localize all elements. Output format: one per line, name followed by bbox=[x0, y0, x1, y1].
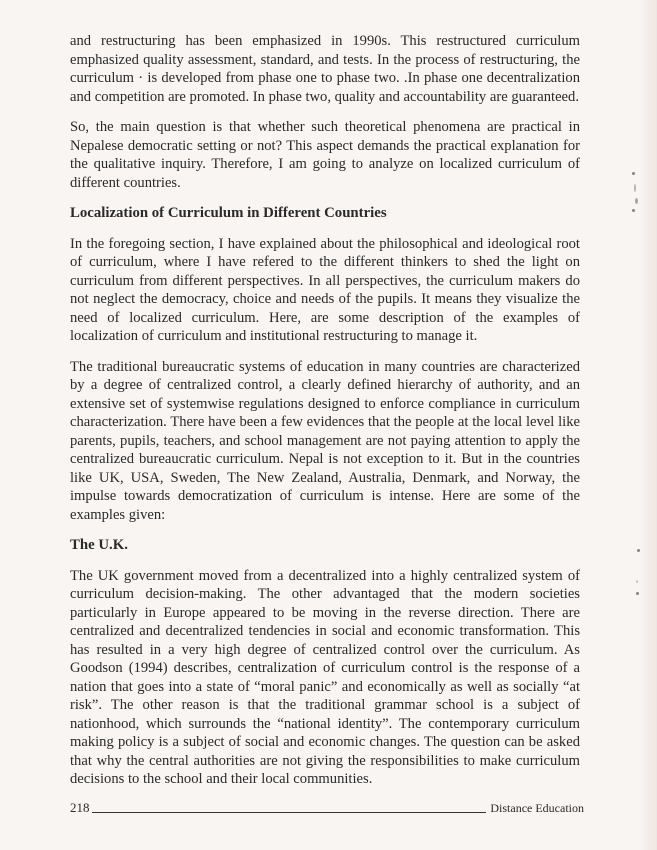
page-footer bbox=[70, 800, 584, 816]
scan-speck bbox=[632, 172, 635, 175]
paragraph-restructuring: and restructuring has been emphasized in 1990s. This restructured curriculum emphasized quality assessment, standard, and tests. In the process of restructuring, the curriculum · is developed from phase one to phase two. .In phase one decentralization and competition are promoted. In phase two, quality and accountability are guaranteed. bbox=[70, 33, 580, 105]
footer-rule bbox=[92, 812, 487, 813]
scan-speck bbox=[636, 580, 638, 583]
section-heading-uk: The U.K. bbox=[70, 537, 128, 553]
scan-speck bbox=[636, 592, 639, 595]
paragraph-uk-government: The UK government moved from a decentralized into a highly centralized system of curriculum decision-making. The other advantaged that the modern societies particularly in Europe appeared to be moving in the reverse direction. There are centralized and decentralized tendencies in social and economic transformation. This has resulted in a very high degree of centralized control over the curriculum. As Goodson (1994) describes, centralization of curriculum control is the response of a nation that goes into a state of “moral panic” and economically as well as socially “at risk”. The other reason is that the traditional grammar school is a subject of nationhood, which surrounds the “national identity”. The contemporary curriculum making policy is a subject of social and economic changes. The question can be asked that why the central authorities are not giving the responsibilities to make curriculum decisions to the school and their local communities. bbox=[70, 567, 580, 787]
section-heading-localization: Localization of Curriculum in Different Countries bbox=[70, 205, 387, 221]
document-page bbox=[70, 32, 580, 801]
journal-name: Distance Education bbox=[490, 801, 584, 815]
paragraph-bureaucratic-systems: The traditional bureaucratic systems of education in many countries are characterized by a degree of centralized control, a clearly defined hierarchy of authority, and an extensive set of systemwise regulations designed to enforce compliance in curriculum characterization. There have been a few evidences that the people at the local level like parents, pupils, teachers, and school management are not paying attention to apply the centralized bureaucratic curriculum. Nepal is not exception to it. But in the countries like UK, USA, Sweden, The New Zealand, Australia, Denmark, and Norway, the impulse towards democratization of curriculum is intense. Here are some of the examples given: bbox=[70, 358, 580, 523]
scan-speck bbox=[635, 198, 638, 204]
scan-speck bbox=[637, 549, 640, 552]
scan-speck bbox=[634, 184, 636, 192]
paragraph-foregoing-section: In the foregoing section, I have explained about the philosophical and ideological root of curriculum, where I have refered to the different thinkers to shed the light on curriculum from different perspectives. In all perspectives, the curriculum makers do not neglect the democracy, choice and needs of the pupils. It means they visualize the need of localized curriculum. Here, are some description of the examples of localization of curriculum and institutional restructuring to manage it. bbox=[70, 235, 580, 344]
page-number: 218 bbox=[70, 800, 90, 815]
scan-speck bbox=[632, 209, 635, 212]
paragraph-main-question: So, the main question is that whether such theoretical phenomena are practical in Nepalese democratic setting or not? This aspect demands the practical explanation for the qualitative inquiry. Therefore, I am going to analyze on localized curriculum of different countries. bbox=[70, 119, 580, 191]
page-edge-shadow bbox=[639, 0, 657, 850]
